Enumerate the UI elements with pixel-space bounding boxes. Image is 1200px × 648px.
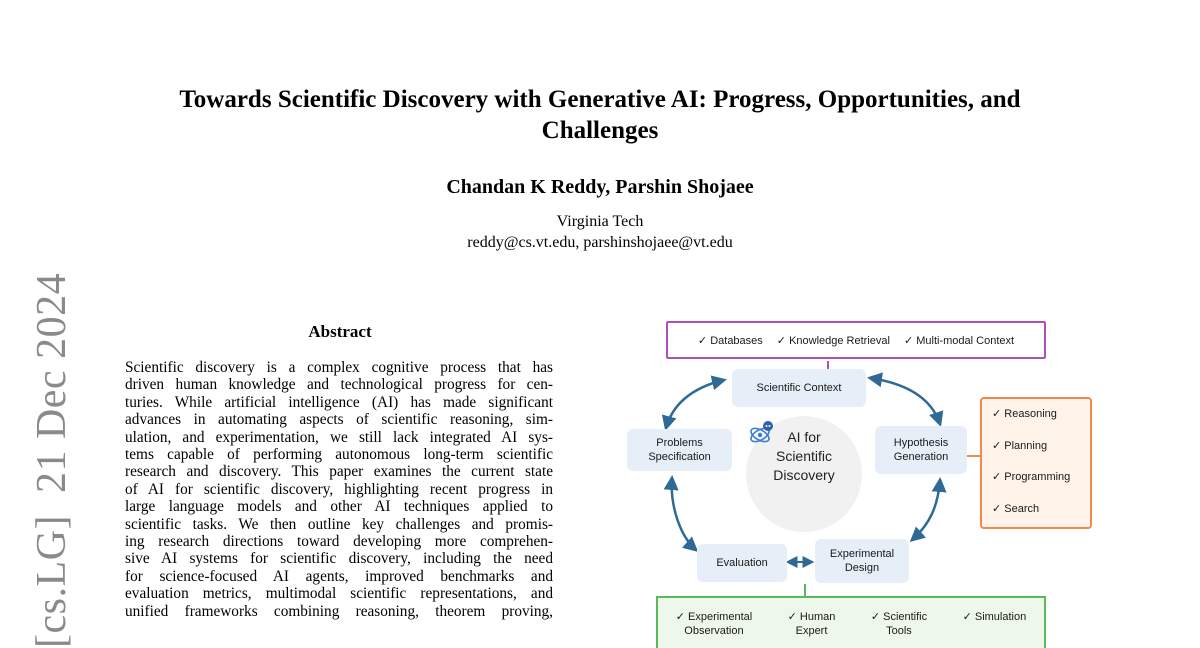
node-experimental-design xyxy=(815,539,909,583)
bottom-item xyxy=(963,610,1027,624)
ai-robot-icon xyxy=(746,420,776,446)
context-resources-bar xyxy=(666,321,1046,359)
bottom-item-label: ✓ Simulation xyxy=(962,611,1027,623)
bottom-item-label: ✓ Experimental xyxy=(675,611,753,623)
top-item: ✓ Knowledge Retrieval xyxy=(776,334,890,347)
capability-item: ✓ Planning xyxy=(992,439,1048,452)
bottom-item xyxy=(788,610,836,638)
bottom-item xyxy=(871,610,927,638)
node-label: Problems xyxy=(656,437,703,449)
abstract-line: research and discovery. This paper examines the current state xyxy=(125,463,553,481)
arrow-context-to-hypothesis xyxy=(870,378,940,424)
node-label: Hypothesis xyxy=(893,437,949,449)
abstract-line: driven human knowledge and technological progress for cen- xyxy=(125,376,553,394)
abstract-line: scientific tasks. We then outline key challenges and promis- xyxy=(125,515,553,533)
bottom-item-label: Tools xyxy=(886,625,912,637)
center-label: Discovery xyxy=(773,467,835,483)
arxiv-date: 21 Dec 2024 xyxy=(29,272,75,494)
node-label: Scientific Context xyxy=(756,382,842,394)
abstract-line: of AI for scientific discovery, highlighting recent progress in xyxy=(125,480,553,498)
node-problems-specification xyxy=(627,429,732,471)
evidence-resources-bar xyxy=(656,596,1046,648)
title-line-2: Challenges xyxy=(541,117,659,144)
arxiv-category: [cs.LG] xyxy=(29,515,75,648)
abstract-line: unified frameworks combining reasoning, theorem proving, xyxy=(125,602,553,620)
top-item: ✓ Multi-modal Context xyxy=(903,334,1015,347)
capability-item: ✓ Programming xyxy=(992,471,1071,483)
paper-title xyxy=(100,84,1100,146)
node-evaluation xyxy=(697,544,787,582)
center-label: AI for xyxy=(787,429,821,445)
arxiv-stamp xyxy=(28,251,76,648)
capabilities-panel xyxy=(980,397,1092,529)
abstract-line: turies. While artificial intelligence (AI) has made significant xyxy=(125,393,553,411)
abstract-line: for science-focused AI agents, improved benchmarks and xyxy=(125,567,553,585)
abstract-line: Scientific discovery is a complex cognitive process that has xyxy=(125,359,553,376)
arrow-context-to-problems xyxy=(666,380,724,428)
emails: reddy@cs.vt.edu, parshinshojaee@vt.edu xyxy=(467,234,733,251)
node-label: Generation xyxy=(893,451,949,463)
arrow-evaluation-to-problems xyxy=(672,478,696,550)
bottom-item-label: Observation xyxy=(684,625,744,637)
bottom-item-label: Expert xyxy=(795,625,828,637)
abstract-line: large language models and other AI techniques applied to xyxy=(125,498,553,516)
abstract-line: advances in automating aspects of scientific reasoning, sim- xyxy=(125,411,553,429)
node-scientific-context xyxy=(732,369,866,407)
node-label: Experimental xyxy=(829,548,895,560)
node-label: Specification xyxy=(648,451,711,463)
bottom-item-label: ✓ Scientific xyxy=(870,611,928,623)
bottom-item-label: ✓ Human xyxy=(787,611,836,623)
abstract-line: evaluation metrics, multimodal scientific representations, and xyxy=(125,585,553,603)
abstract-body xyxy=(125,359,553,620)
abstract-line: ulation, and experimentation, we still lack integrated AI sys- xyxy=(125,428,553,446)
affiliation: Virginia Tech xyxy=(556,213,644,230)
bottom-item xyxy=(676,610,752,638)
node-hypothesis-generation xyxy=(875,426,967,474)
affiliation-block xyxy=(100,211,1100,253)
capability-item: ✓ Search xyxy=(992,502,1040,515)
center-ai-discovery xyxy=(746,416,862,532)
abstract-line: sive AI systems for scientific discovery, including the need xyxy=(125,550,553,568)
abstract-heading: Abstract xyxy=(308,322,372,341)
title-line-1: Towards Scientific Discovery with Generative AI: Progress, Opportunities, and xyxy=(179,86,1021,113)
arrow-hypothesis-to-design xyxy=(912,480,940,540)
workflow-figure xyxy=(620,316,1100,648)
capability-item: ✓ Reasoning xyxy=(992,408,1057,420)
top-item: ✓ Databases xyxy=(697,334,763,347)
node-label: Evaluation xyxy=(716,557,768,569)
center-label: Scientific xyxy=(775,448,833,464)
authors: Chandan K Reddy, Parshin Shojaee xyxy=(446,176,754,198)
abstract-line: ing research directions toward developing more comprehen- xyxy=(125,533,553,551)
node-label: Design xyxy=(844,562,880,574)
abstract-line: tems capable of performing autonomous long-term scientific xyxy=(125,446,553,464)
